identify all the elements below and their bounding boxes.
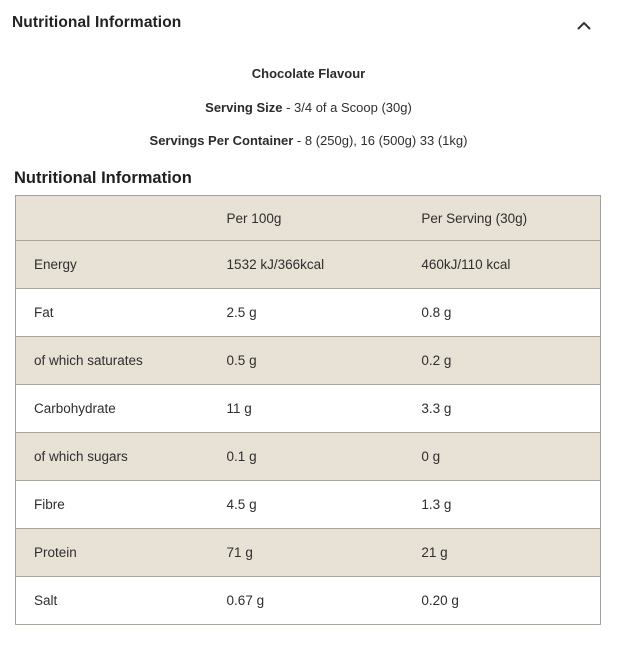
value-per-100g: 1532 kJ/366kcal xyxy=(226,257,325,272)
col-header-per-100g: Per 100g xyxy=(226,210,282,226)
table-header-row xyxy=(16,196,601,241)
chevron-up-icon[interactable] xyxy=(577,17,591,26)
table-row xyxy=(16,577,601,625)
col-header-nutrient xyxy=(16,196,209,241)
row-label: Salt xyxy=(34,593,58,608)
flavour-label: Chocolate Flavour xyxy=(251,66,366,81)
table-row xyxy=(16,337,601,385)
value-per-100g: 11 g xyxy=(226,401,252,416)
value-per-serving: 0 g xyxy=(421,449,441,464)
intro-section xyxy=(0,67,617,147)
value-per-100g: 71 g xyxy=(226,545,253,560)
servings-per-container-value: - 8 (250g), 16 (500g) 33 (1kg) xyxy=(293,133,468,148)
value-per-serving: 21 g xyxy=(421,545,448,560)
table-heading: Nutritional Information xyxy=(14,169,192,187)
row-label: of which saturates xyxy=(34,353,143,368)
value-per-serving: 3.3 g xyxy=(421,401,452,416)
table-row xyxy=(16,529,601,577)
nutrition-table xyxy=(15,195,601,625)
serving-size-text xyxy=(0,101,617,114)
row-label: Protein xyxy=(34,545,77,560)
row-label: Energy xyxy=(34,257,77,272)
accordion-header[interactable] xyxy=(0,0,617,40)
servings-per-container-text xyxy=(0,134,617,147)
value-per-100g: 0.1 g xyxy=(226,449,257,464)
value-per-100g: 0.5 g xyxy=(226,353,257,368)
servings-per-container-label: Servings Per Container xyxy=(149,133,294,148)
value-per-100g: 2.5 g xyxy=(226,305,257,320)
col-header-per-serving: Per Serving (30g) xyxy=(421,210,528,226)
row-label: Fat xyxy=(34,305,54,320)
row-label: of which sugars xyxy=(34,449,128,464)
value-per-serving: 460kJ/110 kcal xyxy=(421,257,511,272)
table-row xyxy=(16,289,601,337)
table-row xyxy=(16,241,601,289)
row-label: Fibre xyxy=(34,497,65,512)
accordion-title: Nutritional Information xyxy=(12,14,182,31)
value-per-serving: 0.2 g xyxy=(421,353,452,368)
table-row xyxy=(16,385,601,433)
table-body xyxy=(16,241,601,625)
serving-size-label: Serving Size xyxy=(205,99,283,115)
value-per-100g: 0.67 g xyxy=(226,593,265,608)
serving-size-value: - 3/4 of a Scoop (30g) xyxy=(282,99,412,115)
table-row xyxy=(16,481,601,529)
table-row xyxy=(16,433,601,481)
value-per-100g: 4.5 g xyxy=(226,497,257,512)
value-per-serving: 1.3 g xyxy=(421,497,452,512)
flavour-text xyxy=(0,67,617,80)
row-label: Carbohydrate xyxy=(34,401,116,416)
value-per-serving: 0.8 g xyxy=(421,305,452,320)
value-per-serving: 0.20 g xyxy=(421,593,459,608)
